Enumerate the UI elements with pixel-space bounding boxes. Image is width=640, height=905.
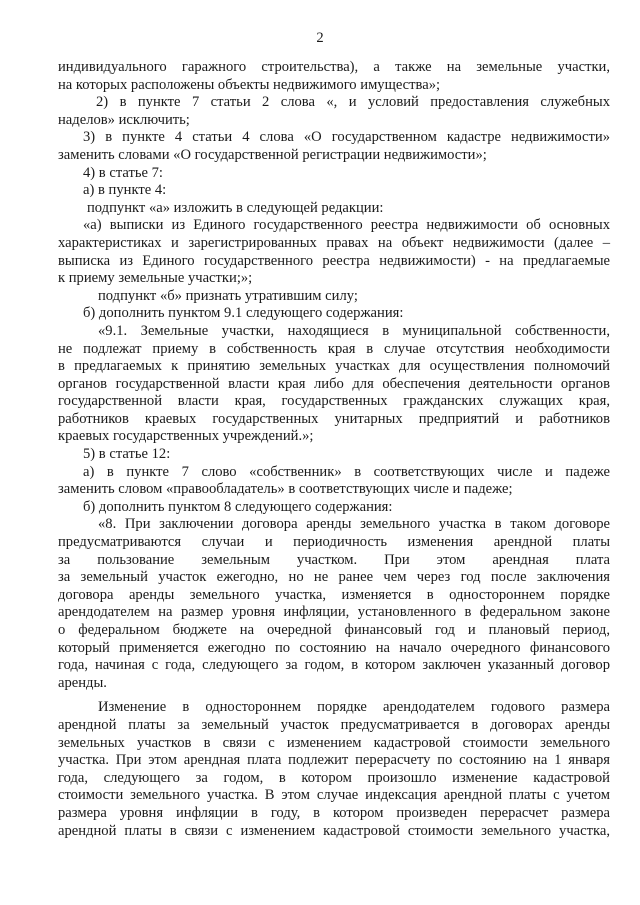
text-line: на которых расположены объекты недвижимого имущества»; bbox=[58, 76, 441, 93]
text-line: заменить словами «О государственной регистрации недвижимости»; bbox=[58, 146, 487, 163]
text-line: краевых государственных учреждений.»; bbox=[58, 428, 314, 445]
text-line: Изменение в одностороннем порядке арендодателем годового размера bbox=[98, 699, 610, 716]
text-line: органов государственной власти края либо для обеспечения деятельности органов bbox=[58, 375, 610, 392]
page-number: 2 bbox=[316, 30, 324, 46]
text-line: «а) выписки из Единого государственного реестра недвижимости об основных bbox=[83, 217, 610, 234]
text-line: государственной власти края, государственных гражданских служащих края, bbox=[58, 393, 610, 410]
text-line: к приему земельные участки;»; bbox=[58, 270, 253, 287]
document-body bbox=[58, 59, 610, 840]
text-line: заменить словом «правообладатель» в соответствующих числе и падеже; bbox=[58, 481, 513, 498]
text-line: а) в пункте 4: bbox=[83, 182, 167, 199]
text-line: арендодателем на размер уровня инфляции, установленного в федеральном законе bbox=[58, 604, 610, 621]
text-line: земельных участков в связи с изменением кадастровой стоимости земельного bbox=[58, 734, 610, 751]
text-line: предусматриваются случаи и периодичность изменения арендной платы bbox=[58, 534, 610, 551]
text-line: работников краевых государственных унитарных предприятий и работников bbox=[58, 410, 610, 427]
text-line: «8. При заключении договора аренды земельного участка в таком договоре bbox=[98, 516, 610, 533]
text-line: аренды. bbox=[58, 674, 107, 691]
text-line: 2) в пункте 7 статьи 2 слова «, и условий предоставления служебных bbox=[96, 94, 610, 111]
text-line: договора аренды земельного участка, изменяется в одностороннем порядке bbox=[58, 586, 610, 603]
text-line: за пользование земельным участком. При этом арендная плата bbox=[58, 551, 610, 568]
text-line: в предлагаемых к принятию земельных участках для осуществления полномочий bbox=[58, 358, 610, 375]
text-line: а) в пункте 7 слово «собственник» в соответствующих числе и падеже bbox=[83, 463, 610, 480]
text-line: арендной платы за земельный участок предусматривается в договорах аренды bbox=[58, 716, 610, 733]
text-line: не подлежат приему в собственность края в случае отсутствия необходимости bbox=[58, 340, 610, 357]
text-line: года, следующего за годом, в котором произошло изменение кадастровой bbox=[58, 769, 610, 786]
text-line: за земельный участок ежегодно, но не ранее чем через год после заключения bbox=[58, 569, 610, 586]
text-line: индивидуального гаражного строительства), а также на земельные участки, bbox=[58, 59, 610, 75]
text-line: подпункт «б» признать утратившим силу; bbox=[98, 287, 358, 304]
text-line: который применяется ежегодно по состоянию на начало очередного финансового bbox=[58, 639, 610, 656]
text-line: подпункт «а» изложить в следующей редакции: bbox=[87, 199, 384, 216]
text-line: наделов» исключить; bbox=[58, 111, 190, 128]
text-line: участка. При этом арендная плата подлежит перерасчету по состоянию на 1 января bbox=[58, 752, 610, 769]
text-line: б) дополнить пунктом 8 следующего содержания: bbox=[83, 498, 393, 515]
text-line: «9.1. Земельные участки, находящиеся в муниципальной собственности, bbox=[98, 322, 610, 339]
text-line: 3) в пункте 4 статьи 4 слова «О государственном кадастре недвижимости» bbox=[83, 129, 610, 146]
text-line: б) дополнить пунктом 9.1 следующего содержания: bbox=[83, 305, 404, 322]
text-line: арендной платы в связи с изменением кадастровой стоимости земельного участка, bbox=[58, 822, 610, 839]
text-line: о федеральном бюджете на очередной финансовый год и плановый период, bbox=[58, 622, 610, 638]
text-line: 5) в статье 12: bbox=[83, 446, 171, 463]
text-line: стоимости земельного участка. В этом случае индексация арендной платы с учетом bbox=[58, 787, 610, 804]
text-line: характеристиках и зарегистрированных правах на объект недвижимости (далее – bbox=[58, 234, 610, 251]
text-line: выписка из Единого государственного реестра недвижимости) - на предлагаемые bbox=[58, 252, 610, 269]
text-line: 4) в статье 7: bbox=[83, 164, 163, 181]
text-line: года, начиная с года, следующего за годом, в котором заключен указанный договор bbox=[58, 657, 610, 674]
text-line: размера уровня инфляции в году, в котором произведен перерасчет размера bbox=[58, 804, 610, 821]
